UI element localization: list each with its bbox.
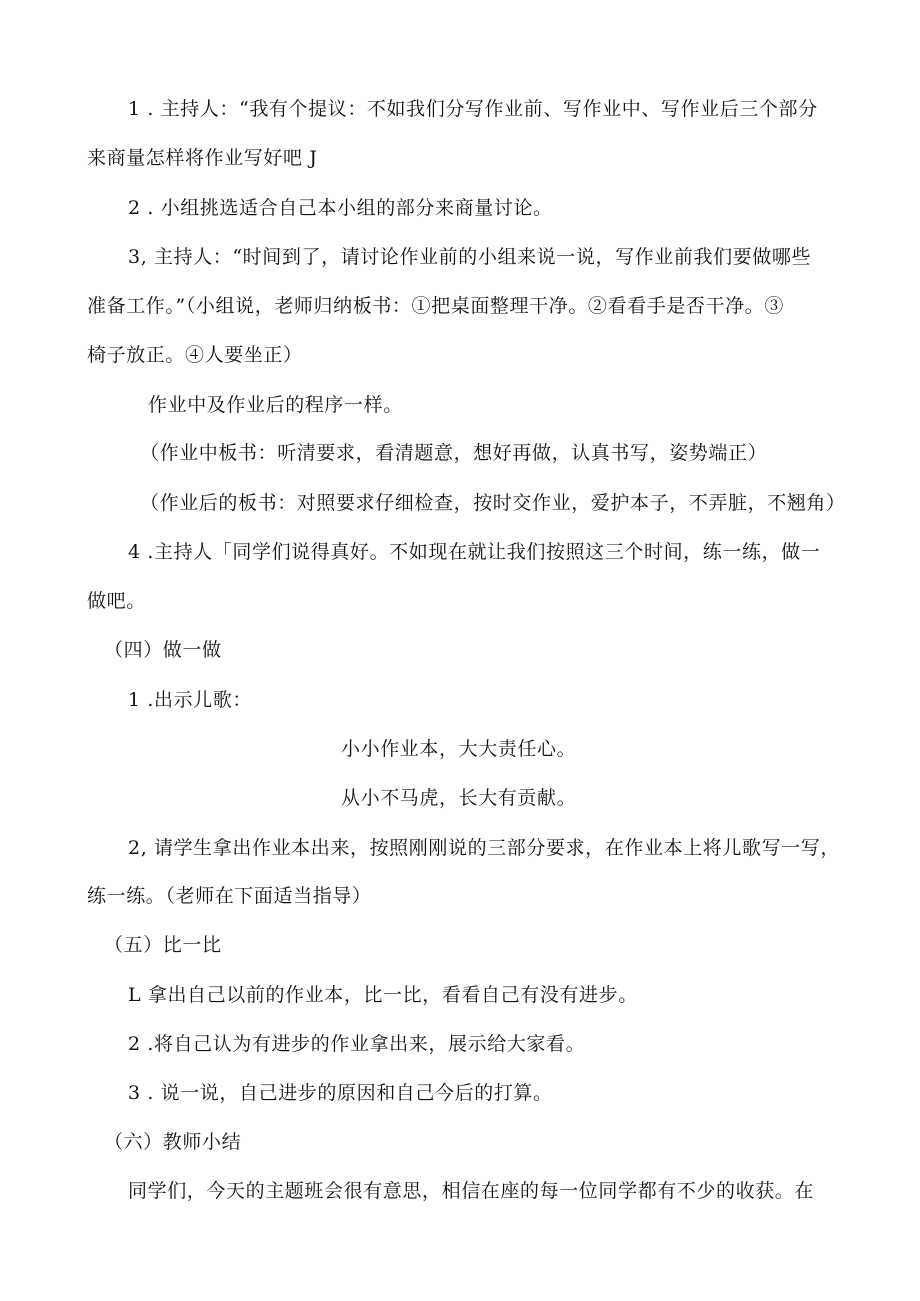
text-line: 2 . 小组挑选适合自己本小组的部分来商量讨论。: [128, 197, 553, 219]
text-line: 同学们，今天的主题班会很有意思，相信在座的每一位同学都有不少的收获。在: [128, 1180, 815, 1202]
section-heading: （四）做一做: [104, 639, 222, 661]
text-line: 练一练。（老师在下面适当指导）: [87, 885, 372, 907]
text-line: 准备工作。”（小组说，老师归纳板书：①把桌面整理干净。②看看手是否干净。③: [87, 295, 784, 317]
poem-line: 从小不马虎，长大有贡献。: [341, 787, 577, 809]
text-line: 3, 主持人：“时间到了，请讨论作业前的小组来说一说，写作业前我们要做哪些: [128, 246, 812, 268]
text-line: 椅子放正。④人要坐正）: [87, 344, 303, 366]
text-line: 1 .出示儿歌：: [128, 689, 252, 711]
poem-line: 小小作业本，大大责任心。: [341, 738, 577, 760]
text-line: 3 . 说一说，自己进步的原因和自己今后的打算。: [128, 1082, 553, 1104]
text-line: 2 .将自己认为有进步的作业拿出来，展示给大家看。: [128, 1033, 586, 1055]
text-line: 来商量怎样将作业写好吧 J: [87, 147, 318, 169]
section-heading: （六）教师小结: [104, 1131, 242, 1153]
text-line: 作业中及作业后的程序一样。: [148, 394, 403, 416]
text-line: （作业中板书：听清要求，看清题意，想好再做，认真书写，姿势端正）: [140, 442, 768, 464]
text-line: 4 .主持人「同学们说得真好。不如现在就让我们按照这三个时间，练一练，做一: [128, 541, 821, 563]
section-heading: （五）比一比: [104, 934, 222, 956]
text-line: 2, 请学生拿出作业本出来，按照刚刚说的三部分要求，在作业本上将儿歌写一写，: [128, 837, 840, 859]
text-line: 1 . 主持人：“我有个提议：不如我们分写作业前、写作业中、写作业后三个部分: [128, 98, 818, 120]
text-line: 做吧。: [87, 590, 146, 612]
text-line: （作业后的板书：对照要求仔细检查，按时交作业，爱护本子，不弄脏，不翘角）: [140, 492, 846, 514]
text-line: L 拿出自己以前的作业本，比一比，看看自己有没有进步。: [128, 984, 638, 1006]
